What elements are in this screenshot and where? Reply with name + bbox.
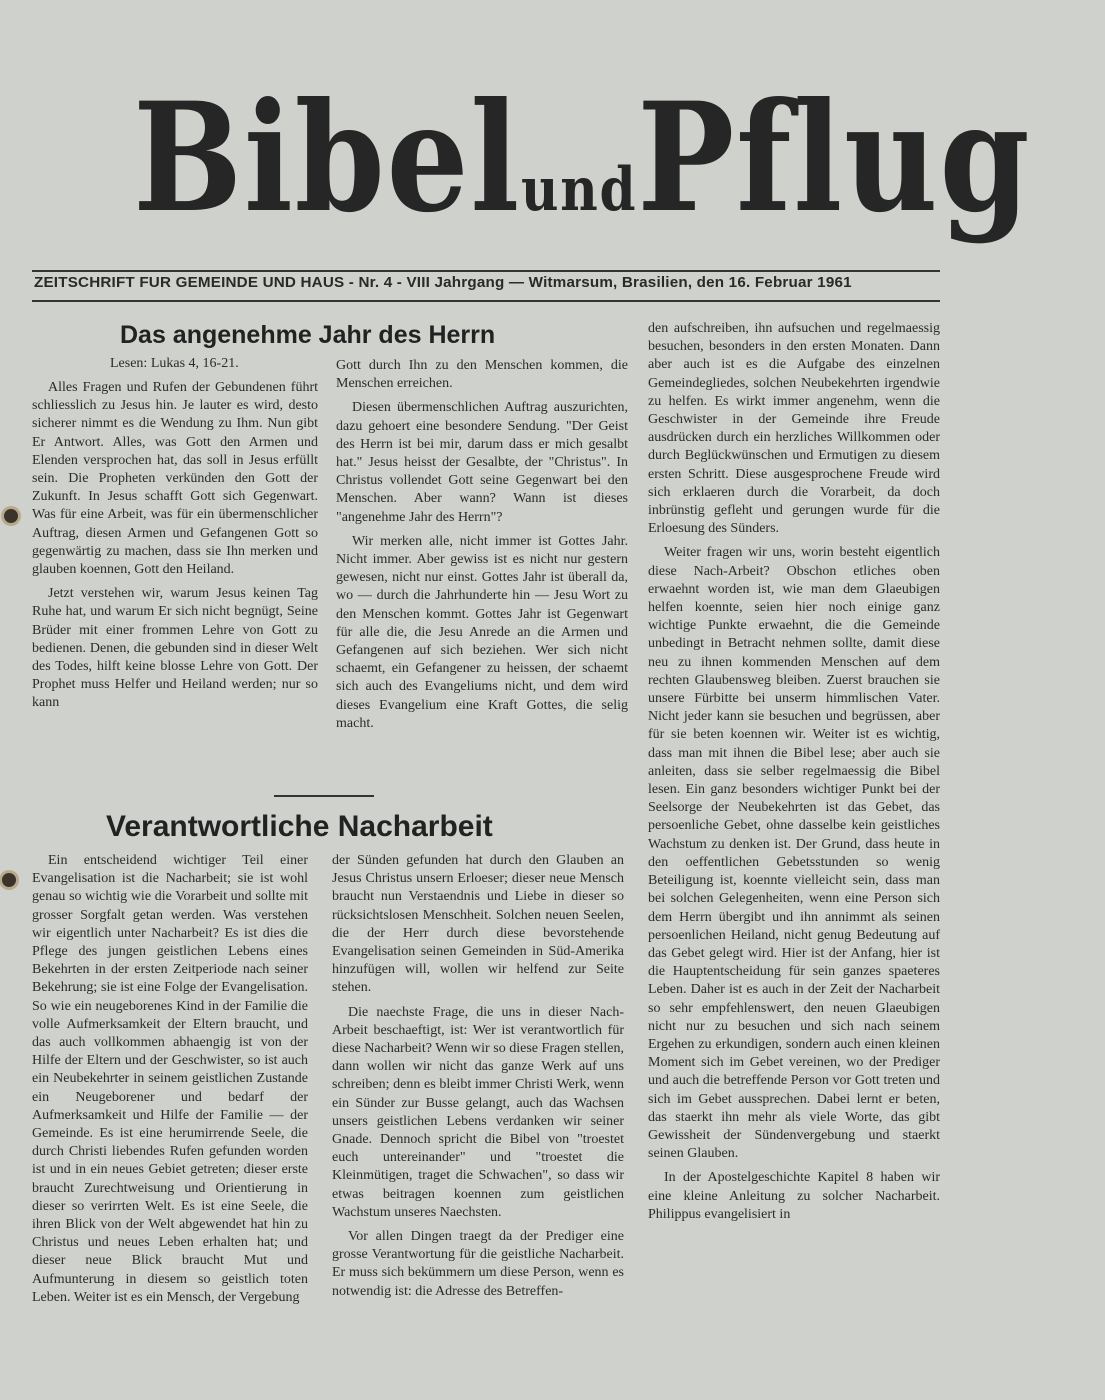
paragraph: Weiter fragen wir uns, worin besteht eigentlich diese Nach-Arbeit? Obschon etliches oben erwaehnt worden ist, wie man dem Glaeubigen helfen koennte, seien hier noch einige ganz wichtige Punkte erwaehnt, die die Gemeinde unbedingt in Betracht nehmen sollte, damit diese neu zu ihnen kommenden Menschen auf dem rechten Glaubensweg bleiben. Zuerst brauchen sie unsere Fürbitte bei unserm himmlischen Vater. Nicht jeder kann sie besuchen und begrüssen, aber für sie beten koennen wir. Weiter ist es wichtig, dass man mit ihnen die Bibel lese; aber auch sie anleiten, dass sie selber regelmaessig die Bibel lesen. Ein ganz besonders wichtiger Punkt bei der Seelsorge der Neubekehrten ist das Gebet, das persoenliche Gebet, ohne dasselbe kein geistliches Wachstum zu denken ist. Der Grund, dass heute in den oeffentlichen Gebetsstunden so wenig Beteiligung ist, koennte vielleicht sein, dass man bei solchen Gelegenheiten, wenn eine Person sich dem Herrn übergibt und ihn annimmt als seinen persoenlichen Heiland, nicht genug Bedeutung auf das Gebet gelegt wird. Hier ist der Anfang, hier ist die Hauptentscheidung für sein ganzes spaeteres Leben. Daher ist es auch in der Zeit der Nacharbeit so sehr empfehlenswert, den neuen Glaeubigen nicht nur zu besuchen und sich nach seinem Ergehen zu erkundigen, sondern auch einen kleinen Moment sich im Gebet vereinen, wo der Prediger und auch die betreffende Person vor Gott treten und sich im Gebet aussprechen. Dabei lernt er beten, das staerkt ihn mehr als viele Worte, das gibt Gewissheit der Sündenvergebung und staerkt seinen Glauben. bbox=[648, 545, 940, 1162]
article1-column-2 bbox=[336, 357, 628, 789]
paragraph: Die naechste Frage, die uns in dieser Nach-Arbeit beschaeftigt, ist: Wer ist verantwortlich für diese Nacharbeit? Wenn wir so diese Fragen stellen, dann wollen wir nicht das ganze Werk auf uns schreiben; denn es bleibt immer Christi Werk, wenn ein Sünder zur Busse gelangt, auch das Wachsen unsers geistlichen Lebens verdanken wir seiner Gnade. Dennoch spricht die Bibel von "troestet euch untereinander" und "troestet die Kleinmütigen, traget die Schwachen", so dass wir etwas beitragen koennen zum geistlichen Wachstum unseres Naechsten. bbox=[332, 1004, 624, 1220]
paragraph: Ein entscheidend wichtiger Teil einer Evangelisation ist die Nacharbeit; sie ist wohl genau so wichtig wie die Vorarbeit und sollte mit grosser Sorgfalt getan werden. Was verstehen wir eigentlich unter Nacharbeit? Es ist dies die Pflege des jungen geistlichen Lebens eines Bekehrten in der ersten Zeitperiode nach seiner Bekehrung; sie ist eine Folge der Evangelisation. So wie ein neugeborenes Kind in der Familie die volle Aufmerksamkeit der Eltern braucht, und das auch vollkommen abhaengig ist von der Hilfe der Eltern und der Geschwister, so ist auch ein Neubekehrter in seinem geistlichen Zustande ein Neugeborener und bedarf der Aufmerksamkeit und Hilfe der Familie — der Gemeinde. Es ist eine herumirrende Seele, die durch Christi liebendes Rufen gefunden worden ist und in ein neues Gebiet getreten; dieser erste braucht Zurechtweisung und Orientierung in dieser so verirrten Welt. Es ist eine Seele, die ihren Blick von der Welt abgewendet hat hin zu Christus und neues Leben erhalten hat; und dieser neue Blick braucht Mut und Aufmunterung in diesem so geistlich toten Leben. Weiter ist es ein Mensch, der Vergebung bbox=[32, 853, 308, 1305]
paragraph: Wir merken alle, nicht immer ist Gottes Jahr. Nicht immer. Aber gewiss ist es nicht nur gestern gewesen, nicht nur einst. Gottes Jahr ist überall da, wo — durch die Jahrhunderte hin — Jesu Wort zu den Menschen kommt. Gottes Jahr ist Gegenwart für alle die, die Jesu Anrede an die Armen und Gefangenen auf sich beziehen. Wer sich nicht schaemt, ein Gefangener zu heissen, der schaemt sich auch des Evangeliums nicht, und dem wird dieses Evangelium eine Kraft Gottes, die selig macht. bbox=[336, 533, 628, 731]
punch-hole-lower bbox=[2, 873, 16, 887]
paragraph: Vor allen Dingen traegt da der Prediger eine grosse Verantwortung für die geistliche Nacharbeit. Er muss sich bekümmern um diese Person, wenn es notwendig ist: die Adresse des Betreffen- bbox=[332, 1229, 624, 1299]
article2-column-2 bbox=[332, 852, 624, 1372]
article-separator bbox=[274, 795, 374, 797]
masthead bbox=[60, 58, 1032, 268]
masthead-part-bibel: Bibel bbox=[133, 70, 522, 246]
paragraph: den aufschreiben, ihn aufsuchen und regelmaessig besuchen, besonders in den ersten Monaten. Dann aber auch ist es die Aufgabe des einzelnen Gemeindegliedes, solchen Neubekehrten irgendwie zu helfen. Es wirkt immer angenehm, wenn die Geschwister in der Gemeinde ihre Freude ausdrücken durch ein herzliches Willkommen oder durch Beglückwünschen und Ermutigen zu diesem ersten Schritt. Diese ausgesprochene Freude wird sich erklaeren durch die Vorarbeit, da doch inbrünstig gefleht und gerungen wurde für die Erloesung des Sünders. bbox=[648, 321, 940, 537]
article1-column-1 bbox=[32, 379, 318, 789]
article2-title: Verantwortliche Nacharbeit bbox=[106, 810, 493, 843]
paragraph: der Sünden gefunden hat durch den Glauben an Jesus Christus unsern Erloeser; dieser neue Mensch braucht nun Verstaendnis und Liebe in dieser so rücksichtslosen Menschheit. Solchen neuen Seelen, die der Herr durch diese bevorstehende Evangelisation seinen Gemeinden in Süd-Amerika hinzufügen will, wollen wir helfend zur Seite stehen. bbox=[332, 853, 624, 996]
article2-column-1 bbox=[32, 852, 308, 1372]
article1-title: Das angenehme Jahr des Herrn bbox=[120, 321, 496, 349]
masthead-part-pflug: Pflug bbox=[637, 70, 1032, 246]
scripture-reference: Lesen: Lukas 4, 16-21. bbox=[110, 356, 239, 371]
punch-hole-upper bbox=[4, 509, 18, 523]
masthead-part-und: und bbox=[521, 155, 638, 225]
masthead-rule-bottom bbox=[32, 300, 940, 302]
paragraph: Jetzt verstehen wir, warum Jesus keinen Tag Ruhe hat, und warum Er sich nicht begnügt, Seine Brüder mit einer frommen Lehre von Gott zu bedienen. Denen, die gebunden sind in dieser Welt des Todes, hilft keine blosse Lehre von Gott. Der Prophet muss Helfer und Heiland werden; nur so kann bbox=[32, 586, 318, 711]
paragraph: Gott durch Ihn zu den Menschen kommen, die Menschen erreichen. bbox=[336, 358, 628, 392]
paragraph: Alles Fragen und Rufen der Gebundenen führt schliesslich zu Jesus hin. Je lauter es wird, desto sicherer nimmt es die Wendung zu Ihm. Nun gibt Er Antwort. Alles, was Gott den Armen und Elenden versprochen hat, das soll in Jesus erfüllt sein. Die Propheten verkünden den Gott der Zukunft. In Jesus schafft Gott sich Gegenwart. Was für eine Arbeit, was für ein übermenschlicher Auftrag, diesen Armen und Gefangenen Gott so gegenwärtig zu machen, dass sie Ihn merken und glauben koennen, Gott den Heiland. bbox=[32, 380, 318, 578]
masthead-title bbox=[133, 58, 1031, 290]
article2-column-3 bbox=[648, 320, 940, 1370]
paragraph: Diesen übermenschlichen Auftrag auszurichten, dazu gehoert eine besondere Sendung. "Der Geist des Herrn ist bei mir, darum dass er mich gesalbt hat." Jesus heisst der Gesalbte, der "Christus". In Christus vollendet Gott seine Gegenwart bei den Menschen. Aber wann? Wann ist dieses "angenehme Jahr des Herrn"? bbox=[336, 400, 628, 525]
issue-line: ZEITSCHRIFT FUR GEMEINDE UND HAUS - Nr. 4 - VIII Jahrgang — Witmarsum, Brasilien, den 16. Februar 1961 bbox=[34, 274, 852, 291]
paragraph: In der Apostelgeschichte Kapitel 8 haben wir eine kleine Anleitung zu solcher Nacharbeit. Philippus evangelisiert in bbox=[648, 1170, 940, 1222]
masthead-rule-top bbox=[32, 270, 940, 272]
